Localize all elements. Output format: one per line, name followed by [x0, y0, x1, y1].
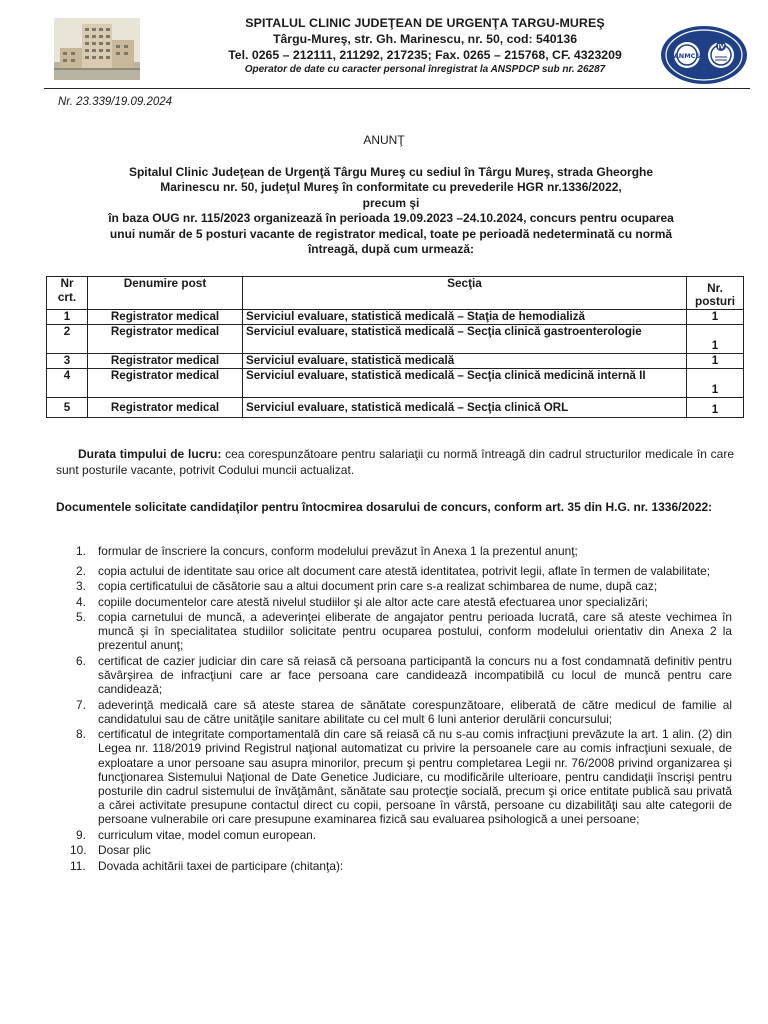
item-number: 8.	[76, 727, 86, 742]
letterhead	[190, 16, 660, 75]
row-nr: 5	[47, 398, 88, 418]
hospital-contacts: Tel. 0265 – 212111, 211292, 217235; Fax. 0265 – 215768, CF. 4323209	[228, 48, 622, 62]
row-post: Registrator medical	[88, 310, 243, 325]
item-number: 2.	[76, 563, 86, 578]
item-text: curriculum vitae, model comun european.	[98, 827, 317, 842]
row-count: 1	[687, 310, 744, 325]
announcement-intro	[46, 165, 736, 257]
hospital-building-image	[54, 18, 140, 80]
row-section: Serviciul evaluare, statistică medicală	[243, 354, 687, 369]
row-post: Registrator medical	[88, 369, 243, 398]
list-item	[56, 843, 732, 857]
work-time-paragraph	[56, 447, 734, 479]
item-text: copia certificatului de căsătorie sau a altui document prin care s-a realizat schimbarea de nume, după caz;	[98, 579, 658, 594]
intro-line: întreagă, după cum urmează:	[307, 242, 475, 257]
intro-line: Spitalul Clinic Judeţean de Urgenţă Târgu Mureş cu sediul în Târgu Mureş, strada Gheorghe	[128, 165, 654, 179]
item-number: 5.	[76, 609, 86, 624]
item-number: 4.	[76, 594, 86, 609]
list-item	[56, 698, 732, 726]
intro-line: în baza OUG nr. 115/2023 organizează în perioada 19.09.2023 –24.10.2024, concurs pentru ocuparea	[108, 211, 674, 226]
header-section: Secţia	[243, 277, 687, 310]
list-item	[56, 544, 732, 558]
table-row	[47, 310, 744, 325]
item-text: certificatul de integritate comportamentală din care să reiasă că nu s-au comis infracţiuni prevăzute la art. 1 alin. (2) din Legea nr. 118/2019 privind Registrul naţional automatizat cu privire la persoanele care au comis infracţiuni sexuale, de exploatare a unor persoane sau asupra minorilor, precum şi pentru completarea Legii nr. 76/2008 privind organizarea şi funcţionarea Sistemului Naţional de Date Genetice Judiciare, cu modificările ulterioare, pentru candidaţii înscrişi pentru posturile din cadrul sistemului de învăţământ, sănătate sau protecţie socială, precum şi orice entitate publică sau privată a cărei activitate presupune contactul direct cu copii, persoane în vârstă, persoane cu dizabilităţi sau alte categorii de persoane vulnerabile ori care presupune examinarea fizică sau evaluarea psihologică a unei persoane;	[98, 727, 732, 827]
intro-line: Marinescu nr. 50, judeţul Mureş în conformitate cu prevederile HGR nr.1336/2022,	[160, 180, 622, 195]
item-text: Dosar plic	[98, 843, 151, 858]
header-nr: Nr crt.	[47, 277, 88, 310]
item-text: certificat de cazier judiciar din care să reiasă că persoana participantă la concurs nu a fost condamnată definitiv pentru săvârşirea de infracţiuni care ar face persoana care candidează incompatibilă cu locul de muncă pentru care candidează;	[98, 653, 732, 697]
intro-line: precum şi	[362, 195, 420, 210]
svg-text:ANMCS: ANMCS	[673, 52, 701, 60]
list-item	[56, 859, 732, 873]
svg-text:IV: IV	[717, 43, 725, 51]
table-row	[47, 369, 744, 398]
row-section: Serviciul evaluare, statistică medicală – Staţia de hemodializă	[243, 310, 687, 325]
list-item	[56, 564, 732, 578]
item-number: 9.	[76, 827, 86, 842]
row-count: 1	[687, 369, 744, 398]
row-section: Serviciul evaluare, statistică medicală – Secţia clinică medicină internă II	[243, 369, 687, 398]
item-text: copia actului de identitate sau orice alt document care atestă identitatea, potrivit legii, aflate în termen de valabilitate;	[98, 563, 711, 578]
intro-line: unui număr de 5 posturi vacante de registrator medical, toate pe perioadă nedeterminată cu normă	[109, 226, 673, 241]
list-item	[56, 727, 732, 826]
item-text: adeverinţă medicală care să ateste starea de sănătate corespunzătoare, eliberată de către medicul de familie al candidatului sau de către unităţile sanitare abilitate cu cel mult 6 luni anterior derulării concursului;	[98, 697, 732, 726]
list-item	[56, 610, 732, 653]
item-number: 6.	[76, 653, 86, 668]
list-item	[56, 579, 732, 593]
work-time-label: Durata timpului de lucru:	[78, 447, 222, 461]
item-number: 3.	[76, 579, 86, 594]
row-section: Serviciul evaluare, statistică medicală – Secţia clinică gastroenterologie	[243, 325, 687, 354]
hospital-address: Târgu-Mureş, str. Gh. Marinescu, nr. 50, cod: 540136	[272, 32, 578, 46]
row-nr: 1	[47, 310, 88, 325]
item-text: copia carnetului de muncă, a adeverinţei eliberate de angajator pentru perioada lucrată, care să ateste vechimea în muncă şi în specialitatea studiilor solicitate pentru ocuparea postului, conform modelului orientativ din Anexa 2 la prezentul anunţ;	[98, 609, 732, 653]
list-item	[56, 654, 732, 697]
item-number: 11.	[70, 858, 86, 873]
row-nr: 4	[47, 369, 88, 398]
table-row	[47, 398, 744, 418]
documents-list	[56, 544, 732, 874]
table-header-row	[47, 277, 744, 310]
work-time-text: cea corespunzătoare pentru salariaţii cu normă întreagă din cadrul structurilor medicale în care sunt posturile vacante, potrivit Codului muncii actualizat.	[56, 447, 734, 477]
item-number: 10.	[70, 843, 87, 858]
registration-number: Nr. 23.339/19.09.2024	[58, 96, 173, 108]
list-item	[56, 828, 732, 842]
item-number: 1.	[76, 544, 86, 558]
table-row	[47, 325, 744, 354]
row-nr: 3	[47, 354, 88, 369]
hospital-name: SPITALUL CLINIC JUDEŢEAN DE URGENŢA TARGU-MUREŞ	[245, 16, 605, 30]
item-text: copiile documentelor care atestă nivelul studiilor şi ale altor acte care atestă efectuarea unor specializări;	[98, 594, 648, 609]
data-operator-note: Operator de date cu caracter personal înregistrat la ANSPDCP sub nr. 26287	[244, 64, 606, 75]
vacancies-table	[46, 276, 744, 418]
row-count: 1	[687, 398, 744, 418]
row-count: 1	[687, 325, 744, 354]
header-count: Nr. posturi	[687, 277, 744, 310]
item-number: 7.	[76, 697, 86, 712]
row-section: Serviciul evaluare, statistică medicală – Secţia clinică ORL	[243, 398, 687, 418]
announcement-title: ANUNŢ	[363, 133, 405, 147]
header-post: Denumire post	[88, 277, 243, 310]
anmcs-certification-logo	[659, 24, 749, 86]
documents-heading: Documentele solicitate candidaţilor pentru întocmirea dosarului de concurs, conform art. 35 din H.G. nr. 1336/2022:	[56, 500, 713, 514]
list-item	[56, 595, 732, 609]
row-post: Registrator medical	[88, 398, 243, 418]
row-nr: 2	[47, 325, 88, 354]
row-post: Registrator medical	[88, 354, 243, 369]
table-row	[47, 354, 744, 369]
row-count: 1	[687, 354, 744, 369]
header-divider	[44, 88, 750, 89]
item-text: formular de înscriere la concurs, conform modelului prevăzut în Anexa 1 la prezentul anunţ;	[98, 544, 578, 558]
item-text: Dovada achitării taxei de participare (chitanţa):	[98, 858, 344, 873]
row-post: Registrator medical	[88, 325, 243, 354]
